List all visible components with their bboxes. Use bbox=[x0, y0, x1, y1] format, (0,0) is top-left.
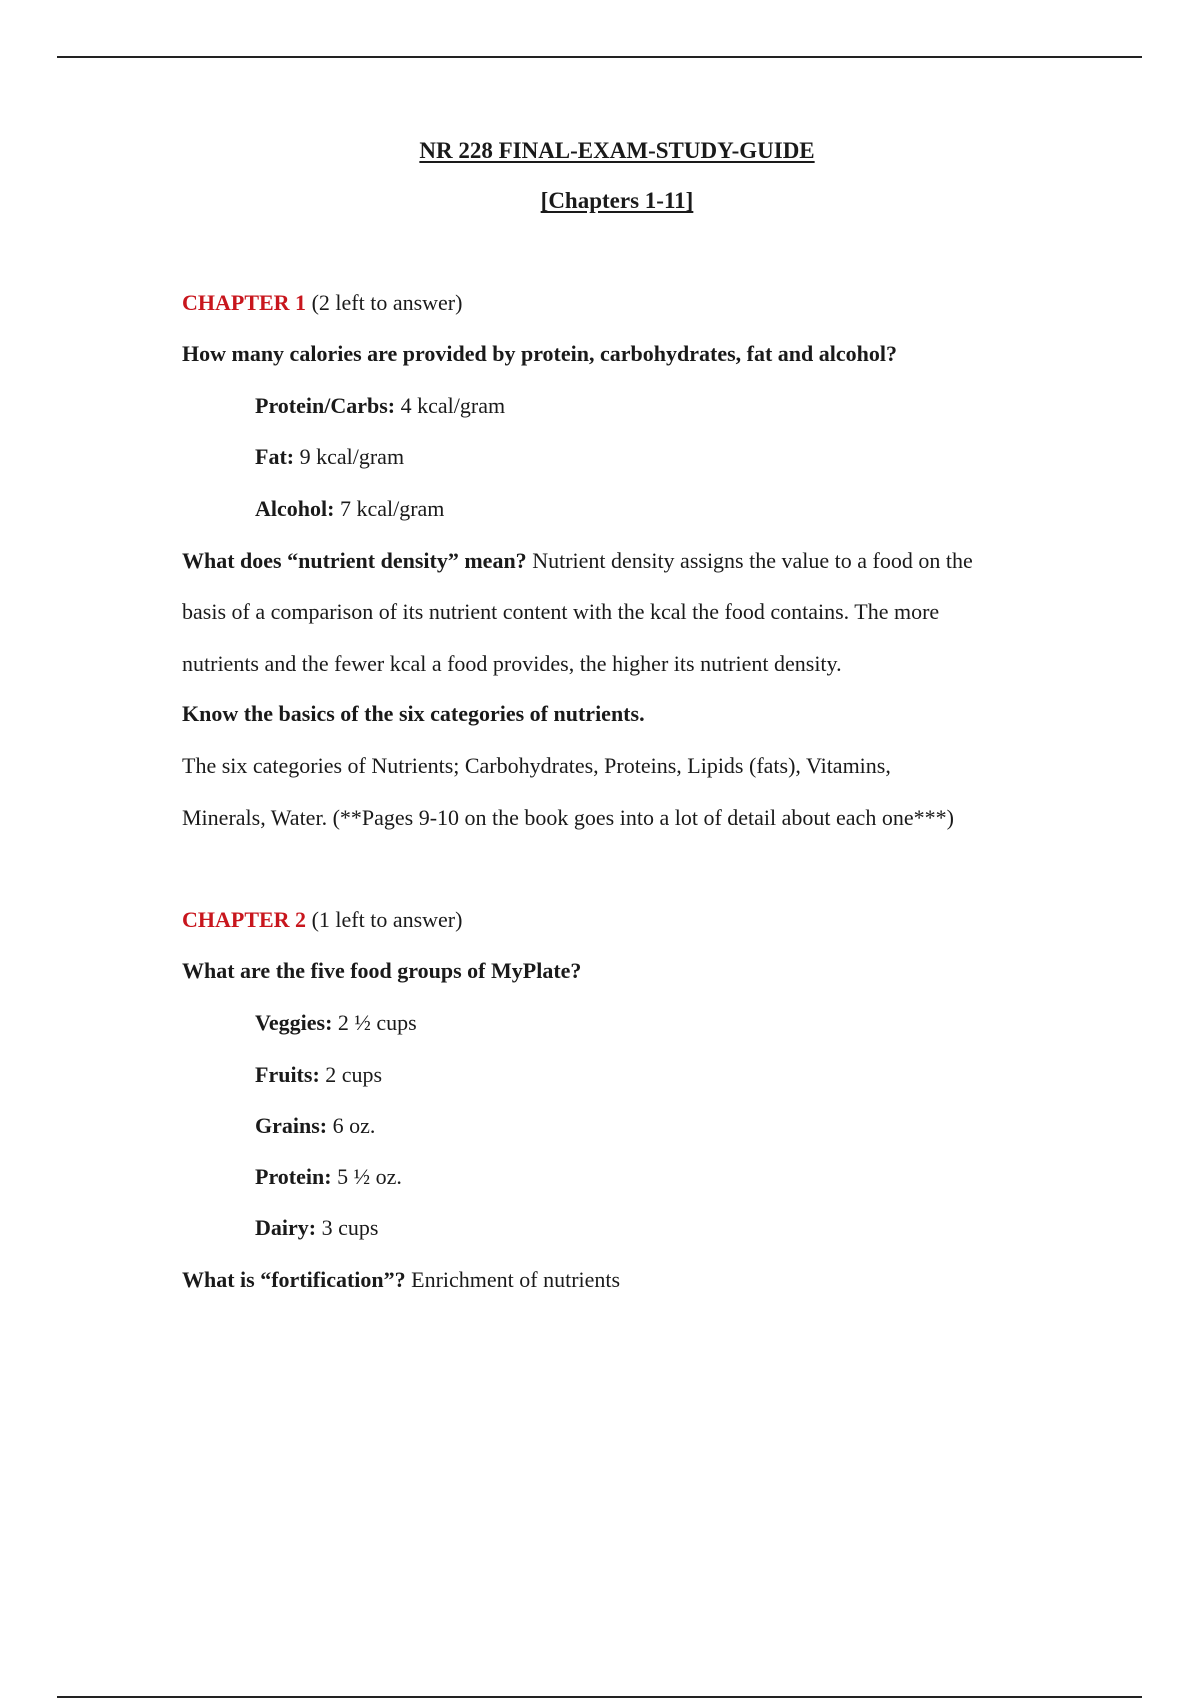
chapter-1-question-six-categories: Know the basics of the six categories of nutrients. bbox=[182, 701, 645, 726]
chapter-1-question-calories: How many calories are provided by protein, carbohydrates, fat and alcohol? bbox=[182, 341, 897, 366]
answer-line: basis of a comparison of its nutrient content with the kcal the food contains. The more bbox=[182, 599, 940, 624]
answer-line: The six categories of Nutrients; Carbohydrates, Proteins, Lipids (fats), Vitamins, bbox=[182, 753, 891, 778]
chapter-1-note: (2 left to answer) bbox=[306, 290, 463, 315]
item-label: Fruits: bbox=[255, 1062, 320, 1087]
answer-line: nutrients and the fewer kcal a food provides, the higher its nutrient density. bbox=[182, 651, 842, 676]
list-item bbox=[255, 1163, 402, 1191]
item-label: Dairy: bbox=[255, 1215, 317, 1240]
chapter-2-question-fortification bbox=[182, 1266, 620, 1294]
item-value: 5 ½ oz. bbox=[331, 1164, 402, 1189]
top-rule bbox=[57, 56, 1142, 58]
chapter-2-note: (1 left to answer) bbox=[306, 907, 463, 932]
list-item bbox=[255, 1214, 378, 1242]
answer-text: Nutrient density assigns the value to a food on the bbox=[526, 548, 973, 573]
chapter-1-question-nutrient-density bbox=[182, 547, 973, 575]
document-title: NR 228 FINAL-EXAM-STUDY-GUIDE bbox=[419, 138, 815, 163]
item-value: 4 kcal/gram bbox=[395, 393, 506, 418]
list-item bbox=[255, 443, 404, 471]
document-subtitle: [Chapters 1-11] bbox=[540, 188, 694, 213]
item-label: Protein: bbox=[255, 1164, 332, 1189]
question-text: What is “fortification”? bbox=[182, 1267, 406, 1292]
item-label: Veggies: bbox=[255, 1010, 333, 1035]
item-label: Grains: bbox=[255, 1113, 328, 1138]
item-value: 6 oz. bbox=[327, 1113, 376, 1138]
chapter-2-heading: CHAPTER 2 bbox=[182, 907, 307, 932]
chapter-2-question-food-groups: What are the five food groups of MyPlate? bbox=[182, 958, 582, 983]
answer-text: Enrichment of nutrients bbox=[405, 1267, 621, 1292]
item-value: 3 cups bbox=[316, 1215, 379, 1240]
item-label: Alcohol: bbox=[255, 496, 335, 521]
item-label: Protein/Carbs: bbox=[255, 393, 396, 418]
item-value: 2 cups bbox=[319, 1062, 383, 1087]
list-item bbox=[255, 1112, 375, 1140]
question-text: What does “nutrient density” mean? bbox=[182, 548, 527, 573]
chapter-1-heading: CHAPTER 1 bbox=[182, 290, 307, 315]
item-value: 2 ½ cups bbox=[332, 1010, 417, 1035]
item-value: 9 kcal/gram bbox=[294, 444, 405, 469]
list-item bbox=[255, 392, 505, 420]
list-item bbox=[255, 495, 444, 523]
list-item bbox=[255, 1061, 382, 1089]
answer-line: Minerals, Water. (**Pages 9-10 on the book goes into a lot of detail about each one***) bbox=[182, 805, 954, 830]
list-item bbox=[255, 1009, 417, 1037]
bottom-rule bbox=[57, 1696, 1142, 1698]
chapter-1-header bbox=[182, 289, 462, 317]
item-value: 7 kcal/gram bbox=[334, 496, 445, 521]
item-label: Fat: bbox=[255, 444, 295, 469]
chapter-2-header bbox=[182, 906, 462, 934]
